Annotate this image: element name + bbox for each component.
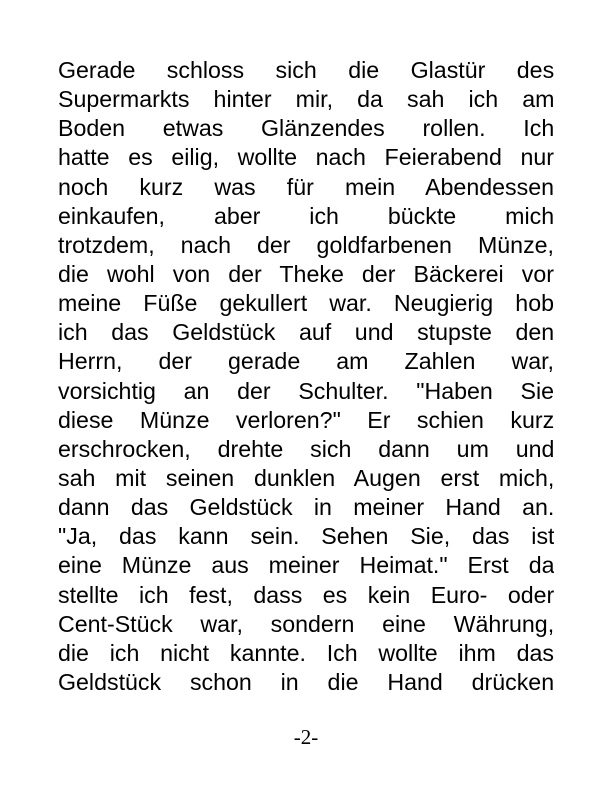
text-line: Supermarkts hinter mir, da sah ich am	[58, 86, 554, 113]
text-line: Cent-Stück war, sondern eine Währung,	[58, 610, 554, 637]
text-line: die ich nicht kannte. Ich wollte ihm das	[58, 639, 554, 666]
text-line: Herrn, der gerade am Zahlen war,	[58, 348, 554, 375]
text-line: Boden etwas Glänzendes rollen. Ich	[58, 115, 554, 142]
text-line: ich das Geldstück auf und stupste den	[58, 319, 554, 346]
text-line: meine Füße gekullert war. Neugierig hob	[58, 290, 554, 317]
text-line: "Ja, das kann sein. Sehen Sie, das ist	[58, 523, 554, 550]
body-paragraph	[58, 56, 554, 697]
text-line: sah mit seinen dunklen Augen erst mich,	[58, 464, 554, 491]
text-line: hatte es eilig, wollte nach Feierabend nur	[58, 144, 554, 171]
text-line: die wohl von der Theke der Bäckerei vor	[58, 260, 554, 287]
text-line: einkaufen, aber ich bückte mich	[58, 202, 554, 229]
page-number: -2-	[293, 725, 319, 749]
text-line: noch kurz was für mein Abendessen	[58, 173, 554, 200]
text-line: dann das Geldstück in meiner Hand an.	[58, 494, 554, 521]
text-line: Gerade schloss sich die Glastür des	[58, 57, 554, 83]
text-line: eine Münze aus meiner Heimat." Erst da	[58, 552, 554, 579]
text-line: diese Münze verloren?" Er schien kurz	[58, 406, 554, 433]
text-line: erschrocken, drehte sich dann um und	[58, 435, 554, 462]
text-line: Geldstück schon in die Hand drücken	[58, 668, 554, 695]
text-line: trotzdem, nach der goldfarbenen Münze,	[58, 231, 554, 258]
text-line: stellte ich fest, dass es kein Euro- oder	[58, 581, 554, 608]
text-line: vorsichtig an der Schulter. "Haben Sie	[58, 377, 554, 404]
